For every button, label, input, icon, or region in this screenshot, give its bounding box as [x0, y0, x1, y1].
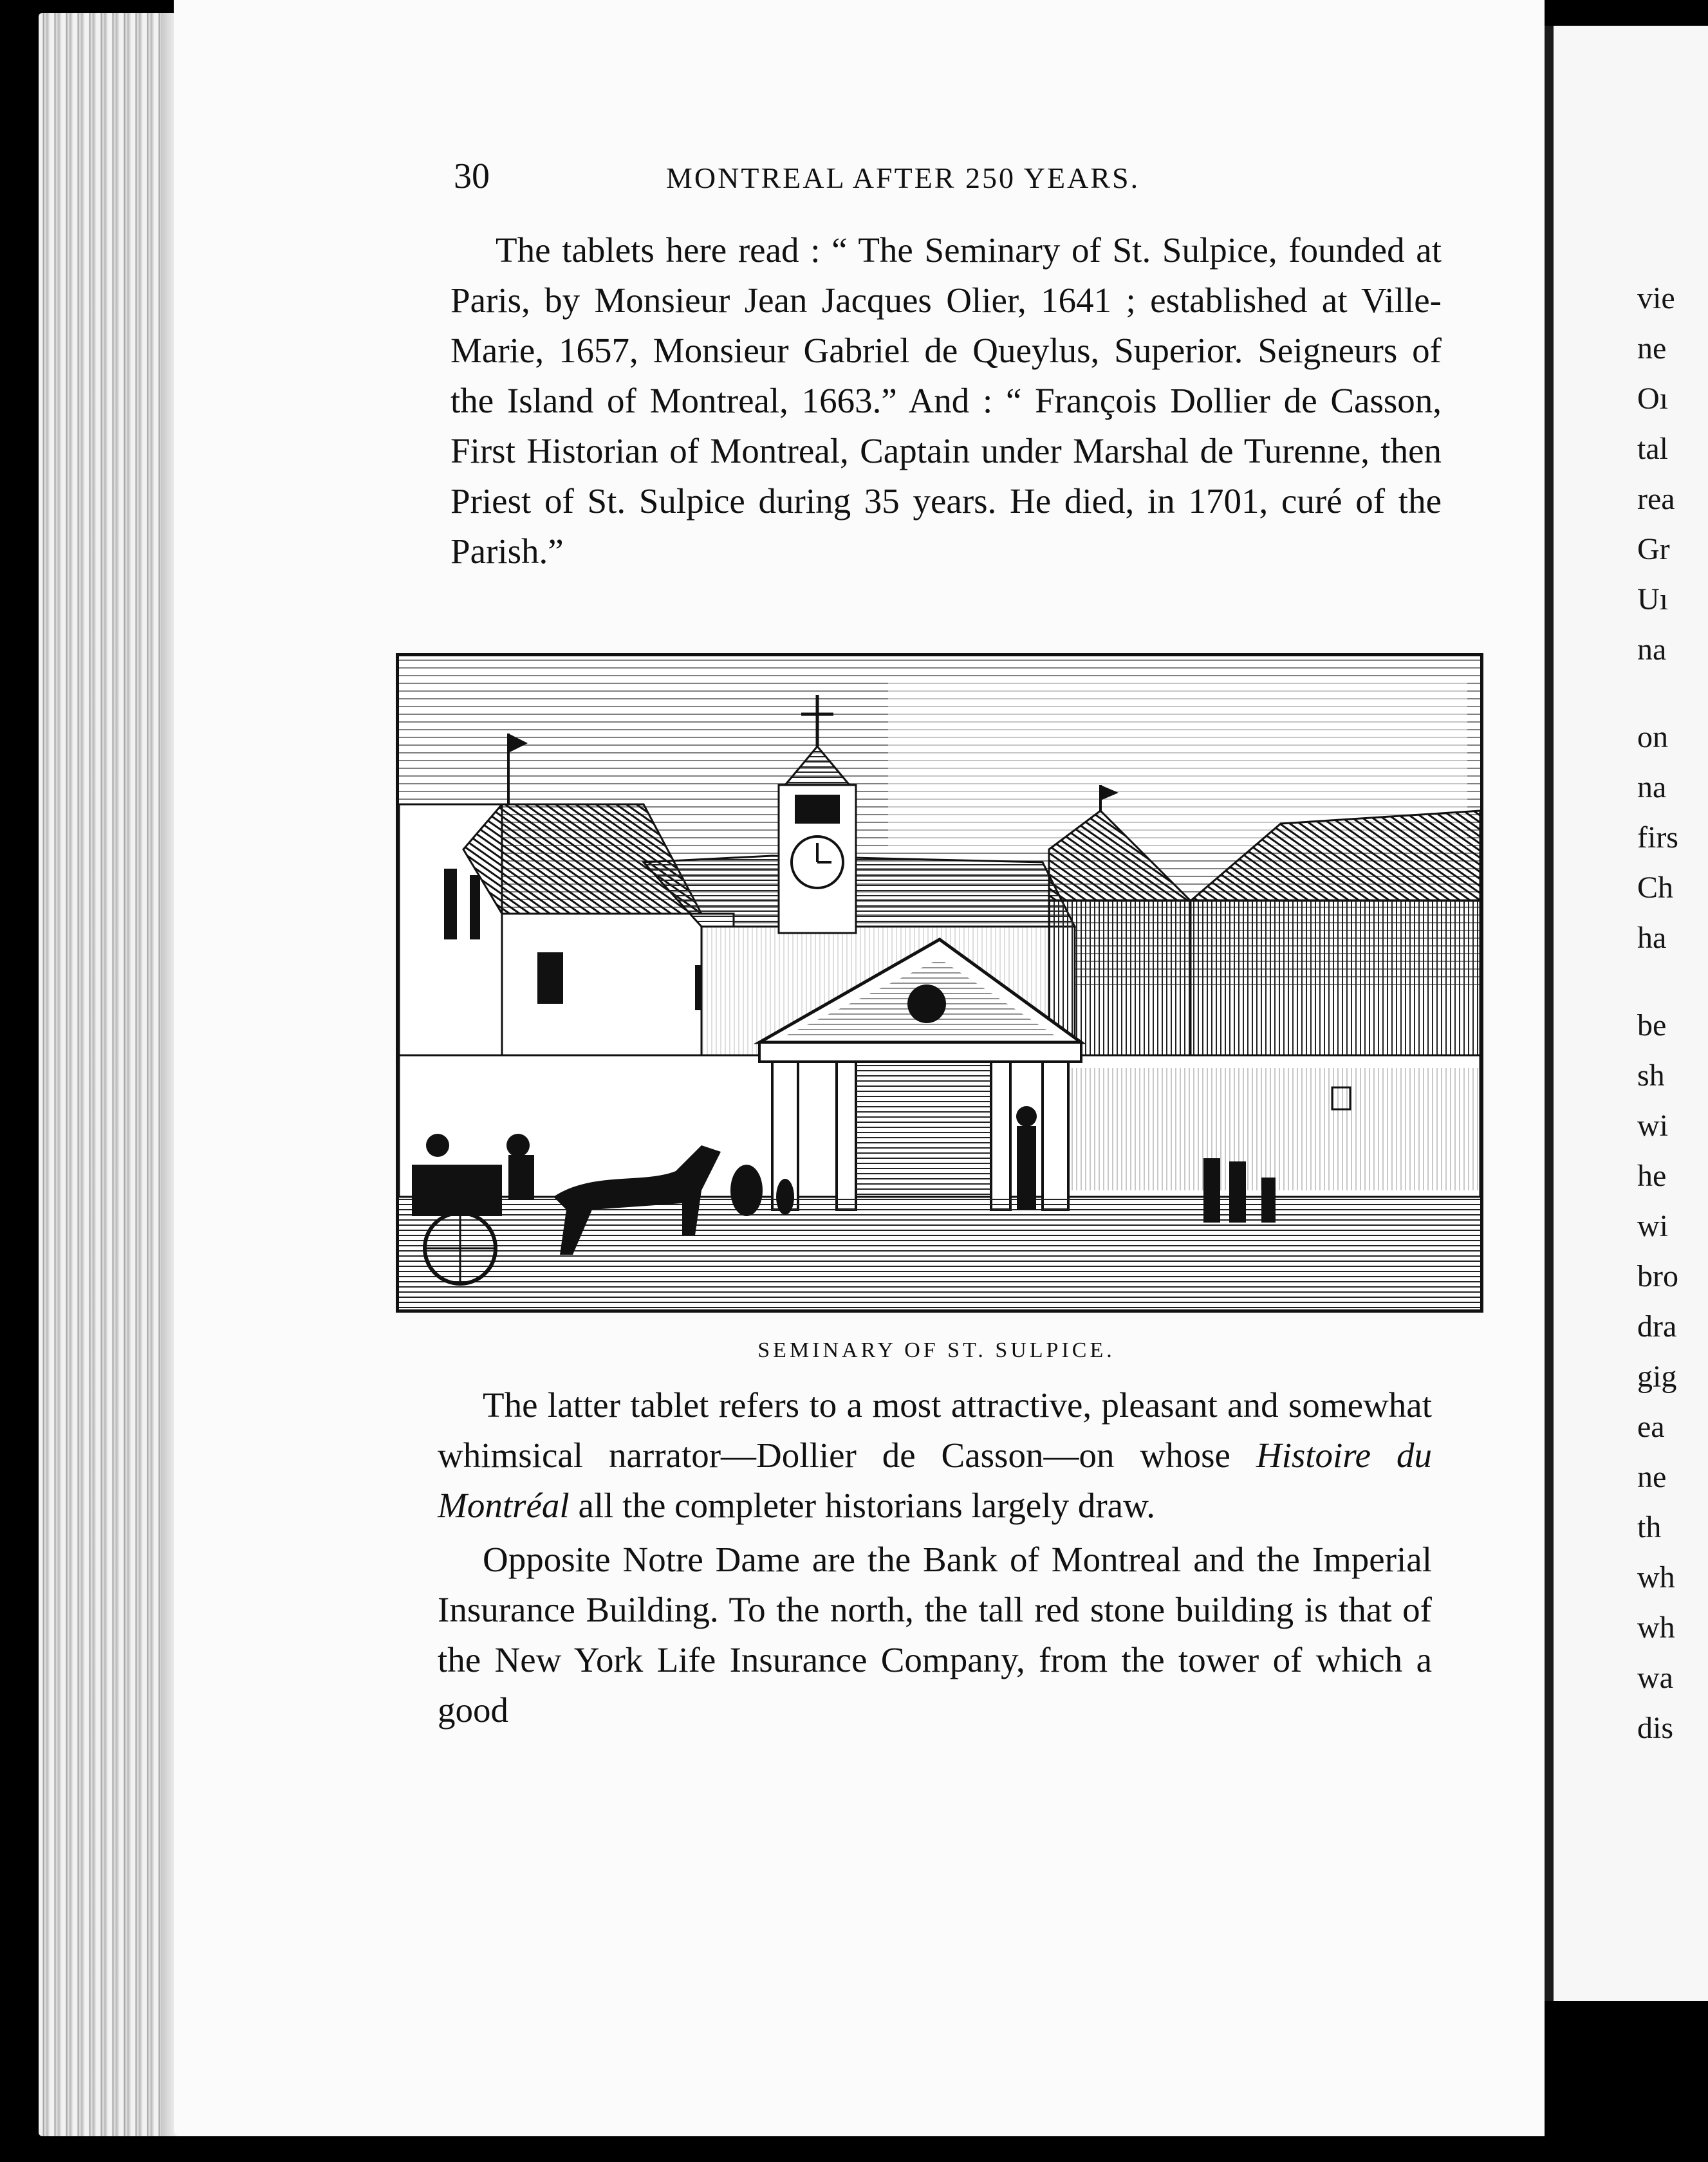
facing-fragment: wh: [1637, 1611, 1675, 1645]
page-header: [454, 156, 1442, 201]
portico-column: [837, 1062, 856, 1210]
facing-fragment: sh: [1637, 1058, 1665, 1093]
facing-fragment: wi: [1637, 1109, 1668, 1143]
facing-fragment: bro: [1637, 1259, 1678, 1293]
figure-standing: [1017, 1126, 1036, 1210]
facing-fragment: ea: [1637, 1410, 1665, 1444]
book-title-italic: Histoire du Montréal: [438, 1436, 1432, 1525]
facing-fragment: wa: [1637, 1661, 1673, 1695]
facing-fragment: ha: [1637, 921, 1667, 955]
facing-fragment: na: [1637, 633, 1667, 667]
facing-fragment: gig: [1637, 1360, 1677, 1394]
facing-fragment: Uı: [1637, 582, 1668, 616]
paragraph-latter-text-after: all the completer historians largely draw.: [569, 1486, 1155, 1525]
facing-fragment: be: [1637, 1008, 1667, 1042]
facing-fragment: na: [1637, 770, 1667, 804]
figure-caption: SEMINARY OF ST. SULPICE.: [757, 1338, 1115, 1362]
facing-fragment: firs: [1637, 820, 1678, 855]
body-text-bottom: [438, 1380, 1432, 1735]
facing-fragment: Oı: [1637, 382, 1668, 416]
facing-fragment: vie: [1637, 281, 1675, 315]
paragraph-latter-text-before: The latter tablet refers to a most attractive, pleasant and somewhat whimsical narrator—Dollier de Casson—on whose: [438, 1385, 1432, 1475]
page-number: 30: [454, 156, 490, 196]
facing-fragment: ne: [1637, 1460, 1667, 1494]
paragraph-tablets: The tablets here read : “ The Seminary of St. Sulpice, founded at Paris, by Monsieur Jean Jacques Olier, 1641 ; established at Ville-Marie, 1657, Monsieur Gabriel de Queylus, Superior. Seigneurs of the Island of Montreal, 1663.” And : “ François Dollier de Casson, First Historian of Montreal, Captain under Marshal de Turenne, then Priest of St. Sulpice during 35 years. He died, in 1701, curé of the Parish.”: [450, 230, 1442, 571]
facing-fragment: wh: [1637, 1560, 1675, 1594]
facing-fragment: he: [1637, 1159, 1667, 1193]
facing-fragment: tal: [1637, 432, 1668, 466]
facing-fragment: dra: [1637, 1309, 1677, 1344]
facing-fragment: rea: [1637, 482, 1675, 516]
portico-column: [1043, 1062, 1068, 1210]
facing-fragment: Ch: [1637, 871, 1674, 905]
engraving-seminary-illustration: [396, 653, 1483, 1313]
facing-fragment: wi: [1637, 1209, 1668, 1243]
facing-page: [1545, 26, 1708, 2001]
gateway-opening: [856, 1062, 991, 1210]
facing-fragment: on: [1637, 720, 1668, 754]
facing-fragment: Gr: [1637, 532, 1670, 566]
carriage-body: [412, 1165, 502, 1216]
facing-fragment: dis: [1637, 1711, 1674, 1745]
running-head: MONTREAL AFTER 250 YEARS.: [666, 162, 1140, 194]
facing-fragment: th: [1637, 1510, 1662, 1544]
paragraph-latter-tablet: [438, 1380, 1432, 1531]
main-roof: [644, 856, 1075, 927]
seminary-engraving: [399, 656, 1480, 1309]
facing-fragment: ne: [1637, 331, 1667, 365]
body-text-top: [450, 225, 1442, 577]
portico-column: [991, 1062, 1010, 1210]
paragraph-opposite-notre-dame: Opposite Notre Dame are the Bank of Montreal and the Imperial Insurance Building. To the north, the tall red stone building is that of the New York Life Insurance Company, from the tower of which a good: [438, 1540, 1432, 1730]
